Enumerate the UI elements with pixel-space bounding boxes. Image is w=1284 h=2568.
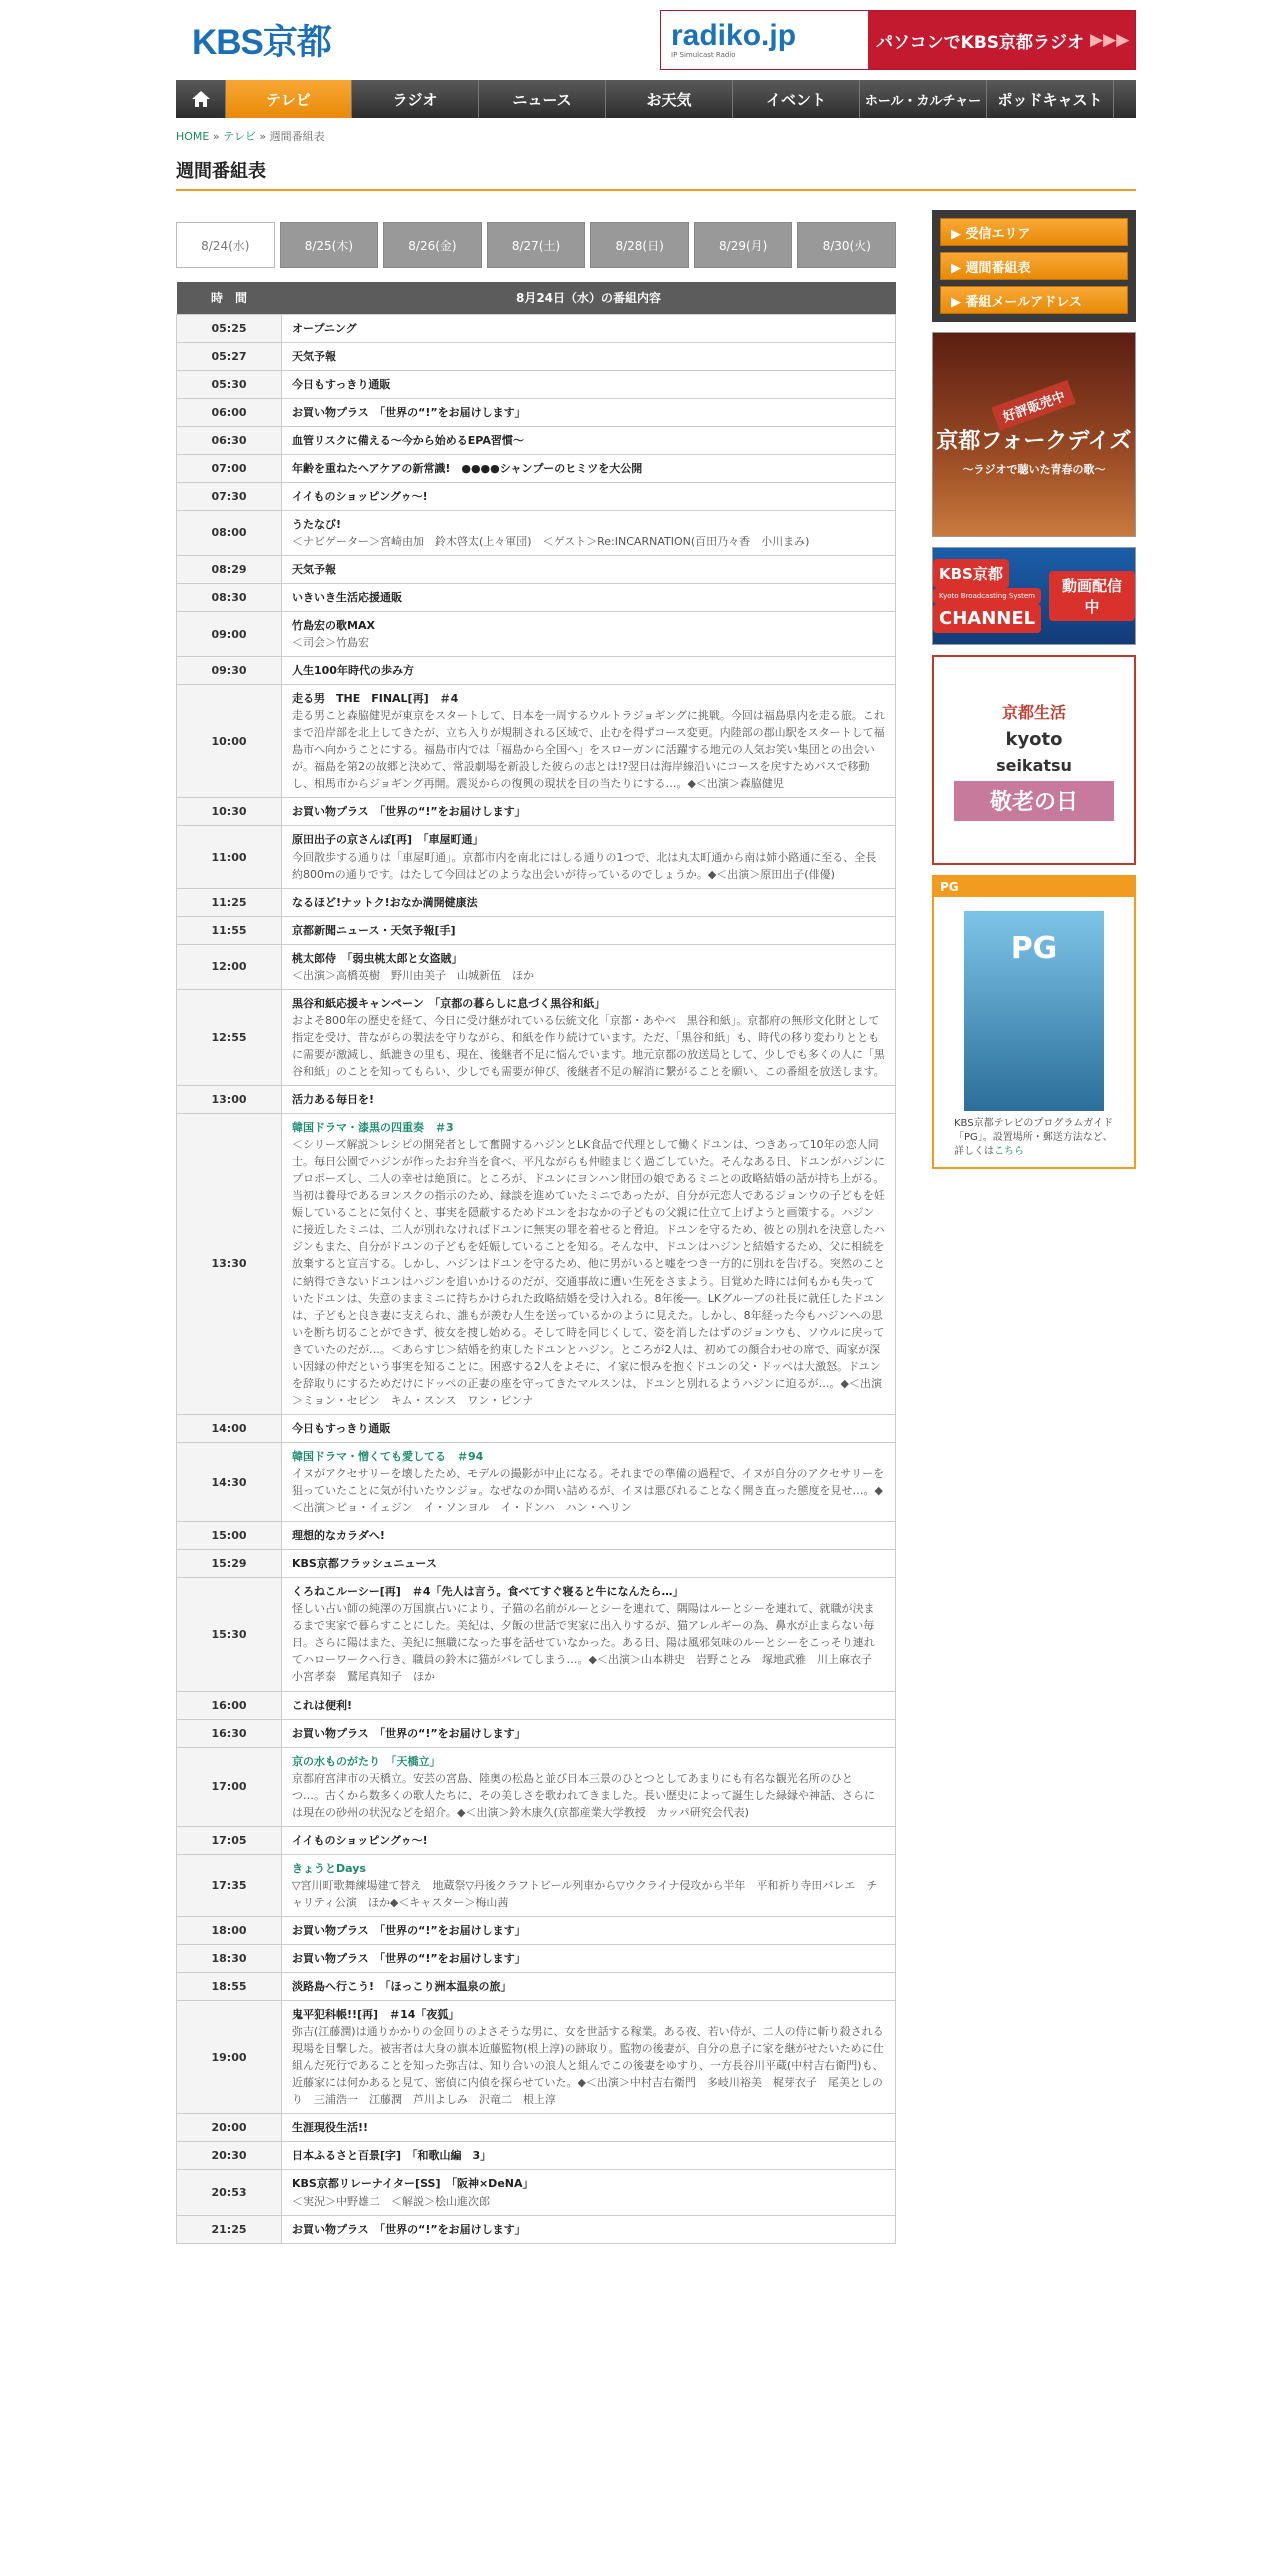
- pg-cover-image[interactable]: PG: [964, 911, 1104, 1111]
- row-time: 10:00: [177, 685, 282, 798]
- nav-item-3[interactable]: お天気: [606, 80, 733, 118]
- program-title: イイものショッピングゥ～!: [292, 1833, 428, 1847]
- row-content: [282, 314, 896, 342]
- table-row: [177, 1442, 896, 1521]
- kyoto-seikatsu-banner[interactable]: [932, 655, 1136, 865]
- pg-link[interactable]: こちら: [994, 1146, 1024, 1157]
- banner-sub: ～ラジオで聴いた青春の歌～: [962, 462, 1106, 476]
- table-row: [177, 314, 896, 342]
- row-time: 15:30: [177, 1578, 282, 1691]
- table-row: [177, 1945, 896, 1973]
- table-row: [177, 1086, 896, 1114]
- program-title: これは便利!: [292, 1698, 353, 1712]
- row-content: [282, 1550, 896, 1578]
- program-title: なるほど!ナットク!おなか満開健康法: [292, 895, 478, 909]
- row-content: [282, 685, 896, 798]
- side-menu: [932, 210, 1136, 322]
- program-title: 走る男 THE FINAL[再] ＃4: [292, 692, 459, 706]
- table-row: [177, 2114, 896, 2142]
- row-content: [282, 612, 896, 657]
- program-title: 理想的なカラダへ!: [292, 1529, 385, 1543]
- row-content: [282, 1114, 896, 1415]
- row-time: 18:30: [177, 1945, 282, 1973]
- side-button-0[interactable]: ▶ 受信エリア: [940, 218, 1128, 246]
- keirou-label: 敬老の日: [954, 781, 1114, 821]
- program-title: 今日もすっきり通販: [292, 377, 391, 391]
- row-time: 14:00: [177, 1414, 282, 1442]
- day-tab[interactable]: 8/29(月): [694, 222, 793, 268]
- row-content: [282, 1442, 896, 1521]
- day-tab[interactable]: 8/24(水): [176, 222, 275, 268]
- table-row: [177, 1747, 896, 1826]
- row-time: 08:30: [177, 583, 282, 611]
- radiko-sub: IP Simulcast Radio: [671, 51, 736, 59]
- row-content: [282, 342, 896, 370]
- schedule-table: [176, 282, 896, 2244]
- program-title: 京都新聞ニュース・天気予報[手]: [292, 923, 456, 937]
- table-row: [177, 989, 896, 1085]
- table-row: [177, 685, 896, 798]
- program-title: 原田出子の京さんぽ[再] 「車屋町通」: [292, 833, 484, 847]
- kbs-channel-banner[interactable]: [932, 547, 1136, 645]
- row-time: 06:00: [177, 398, 282, 426]
- radiko-banner[interactable]: [660, 10, 1136, 70]
- row-time: 12:00: [177, 944, 282, 989]
- table-row: [177, 1550, 896, 1578]
- row-content: [282, 1719, 896, 1747]
- seikatsu-kyoto: kyoto: [1005, 728, 1063, 750]
- program-title[interactable]: 韓国ドラマ・憎くても愛してる ＃94: [292, 1449, 484, 1463]
- table-row: [177, 826, 896, 888]
- row-content: [282, 657, 896, 685]
- program-desc: 弥吉(江藤潤)は通りかかりの金回りのよさそうな男に、女を世話する稼業。ある夜、若い侍が、二人の侍に斬り殺される現場を目撃した。被害者は大身の旗本近藤監物(根上淳)の跡取り。監物の後妻が、自分の息子に家を継がせたいために仕組んだ死行であることを知った弥吉は、知り合いの浪人と組んでこの後妻をゆすり、一方長谷川平蔵(中村吉右衛門)も、近藤家には何かあると見て、密偵に内偵を探らせていた。◆＜出演＞中村吉右衛門 多岐川裕美 梶芽衣子 尾美としのり 三浦浩一 江藤潤 芦川よしみ 沢竜二 根上淳: [292, 2025, 884, 2107]
- row-time: 05:27: [177, 342, 282, 370]
- breadcrumb-home[interactable]: HOME: [176, 130, 210, 143]
- radiko-brand: radiko.jp: [671, 19, 797, 52]
- program-title: 黒谷和紙応援キャンペーン 「京都の暮らしに息づく黒谷和紙」: [292, 996, 606, 1010]
- nav-item-1[interactable]: ラジオ: [352, 80, 479, 118]
- day-tab[interactable]: 8/30(火): [797, 222, 896, 268]
- breadcrumb-sep: »: [259, 130, 267, 143]
- table-row: [177, 555, 896, 583]
- table-row: [177, 1916, 896, 1944]
- program-title: KBS京都フラッシュニュース: [292, 1557, 437, 1571]
- program-title: 淡路島へ行こう! 「ほっこり洲本温泉の旅」: [292, 1980, 512, 1994]
- day-tab[interactable]: 8/27(土): [487, 222, 586, 268]
- program-title[interactable]: 韓国ドラマ・漆黒の四重奏 ＃3: [292, 1121, 454, 1135]
- program-title: 活力ある毎日を!: [292, 1093, 375, 1107]
- program-title: イイものショッピングゥ～!: [292, 489, 428, 503]
- program-title: お買い物プラス 「世界の“!”をお届けします」: [292, 1923, 526, 1937]
- table-row: [177, 2142, 896, 2170]
- breadcrumb-tv[interactable]: テレビ: [223, 130, 256, 143]
- row-time: 09:00: [177, 612, 282, 657]
- row-time: 06:30: [177, 426, 282, 454]
- row-content: [282, 989, 896, 1085]
- channel-logo: KBS京都: [933, 559, 1009, 588]
- day-tab[interactable]: 8/28(日): [590, 222, 689, 268]
- radiko-arrows-icon: ▶▶▶: [1090, 30, 1130, 50]
- row-time: 05:25: [177, 314, 282, 342]
- program-desc: 怪しい占い師の純澤の万国旗占いにより、子猫の名前がルーとシーを連れて、隅陽はルーとシーを連れて、就職が決まるまで実家で暮らすことにした。美紀は、夕飯の世話で実家に出入りするが、猫アレルギーの為、鼻水が止まらない毎日。さらに陽はまた、美紀に無職になった事を話せていなかった。ある日、陽は風邪気味のルーとシーをこっそり連れてハローワークへ行き、職員の鈴木に猫がバレてしまう…。◆＜出演＞山本耕史 岩野ことみ 塚地武雅 川上麻衣子 小宮孝泰 鷲尾真知子 ほか: [292, 1602, 884, 1684]
- row-content: [282, 583, 896, 611]
- table-row: [177, 612, 896, 657]
- program-desc: ＜出演＞高橋英樹 野川由美子 山城新伍 ほか: [292, 968, 534, 982]
- row-content: [282, 916, 896, 944]
- row-content: [282, 2215, 896, 2243]
- nav-item-6[interactable]: ポッドキャスト: [987, 80, 1114, 118]
- pg-box: [932, 875, 1136, 1169]
- row-content: [282, 798, 896, 826]
- program-title: お買い物プラス 「世界の“!”をお届けします」: [292, 1952, 526, 1966]
- program-title[interactable]: 京の水ものがたり 「天橋立」: [292, 1754, 441, 1768]
- table-row: [177, 454, 896, 482]
- row-content: [282, 426, 896, 454]
- program-title: 日本ふるさと百景[字] 「和歌山編 3」: [292, 2149, 492, 2163]
- program-title: 鬼平犯科帳!![再] ＃14「夜狐」: [292, 2008, 460, 2022]
- program-title[interactable]: きょうとDays: [292, 1861, 366, 1875]
- table-row: [177, 798, 896, 826]
- row-content: [282, 370, 896, 398]
- row-time: 16:00: [177, 1691, 282, 1719]
- table-row: [177, 1114, 896, 1415]
- nav-item-5[interactable]: ホール・カルチャー: [860, 80, 987, 118]
- table-row: [177, 426, 896, 454]
- row-time: 15:29: [177, 1550, 282, 1578]
- row-time: 12:55: [177, 989, 282, 1085]
- row-content: [282, 398, 896, 426]
- row-time: 17:00: [177, 1747, 282, 1826]
- row-time: 21:25: [177, 2215, 282, 2243]
- program-title: お買い物プラス 「世界の“!”をお届けします」: [292, 805, 526, 819]
- table-row: [177, 1578, 896, 1691]
- program-title: うたなび!: [292, 517, 342, 531]
- program-title: 天気予報: [292, 562, 336, 576]
- program-desc: 今回散歩する通りは「車屋町通」。京都市内を南北にはしる通りの1つで、北は丸太町通から南は姉小路通に至る、全長約800mの通りです。はたして今回はどのような出会いが待っているのでしょうか。◆＜出演＞原田出子(俳優): [292, 850, 877, 881]
- row-content: [282, 1522, 896, 1550]
- row-content: [282, 555, 896, 583]
- program-title: 血管リスクに備える～今から始めるEPA習慣～: [292, 433, 524, 447]
- program-desc: ▽宮川町歌舞練場建て替え 地蔵祭▽丹後クラフトビール列車から▽ウクライナ侵攻から半年 平和祈り寺田バレエ チャリティ公演 ほか◆＜キャスター＞梅山茜: [292, 1878, 878, 1909]
- row-content: [282, 1945, 896, 1973]
- row-content: [282, 1854, 896, 1916]
- row-time: 08:00: [177, 510, 282, 555]
- row-time: 16:30: [177, 1719, 282, 1747]
- row-content: [282, 826, 896, 888]
- program-title: KBS京都リレーナイター[SS] 「阪神×DeNA」: [292, 2177, 534, 2191]
- program-desc: 走る男こと森脇健児が東京をスタートして、日本を一周するウルトラジョギングに挑戦。今回は福島県内を走る旅。これまで沿岸部を北上してきたが、立ち入りが規制される区域で、止むを得ずコース変更。内陸部の郡山駅をスタートして福島市へ向かうことにする。福島市内では「福島から全国へ」をスローガンに活躍する地元の人気お笑い集団との出会いが。福島を第2の故郷と決めて、常設劇場を新設した彼らの志とは!?翌日は海岸線沿いにコースを戻すためバスで移動し、相馬市からジョギング再開。震災からの復興の現状を目の当たりにする…。◆＜出演＞森脇健児: [292, 709, 885, 791]
- table-row: [177, 482, 896, 510]
- table-row: [177, 2001, 896, 2114]
- row-time: 19:00: [177, 2001, 282, 2114]
- site-logo[interactable]: KBS京都: [192, 23, 331, 62]
- table-row: [177, 583, 896, 611]
- table-row: [177, 944, 896, 989]
- row-content: [282, 1916, 896, 1944]
- row-content: [282, 1826, 896, 1854]
- row-time: 18:00: [177, 1916, 282, 1944]
- row-content: [282, 2142, 896, 2170]
- table-row: [177, 1691, 896, 1719]
- table-row: [177, 657, 896, 685]
- row-time: 20:53: [177, 2170, 282, 2215]
- table-row: [177, 1719, 896, 1747]
- home-icon[interactable]: [176, 80, 226, 118]
- row-time: 18:55: [177, 1973, 282, 2001]
- row-time: 13:30: [177, 1114, 282, 1415]
- program-title: 竹島宏の歌MAX: [292, 619, 375, 633]
- row-time: 09:30: [177, 657, 282, 685]
- row-time: 05:30: [177, 370, 282, 398]
- breadcrumb: [176, 128, 325, 144]
- row-content: [282, 2170, 896, 2215]
- program-title: 桃太郎侍 「弱虫桃太郎と女盗賊」: [292, 951, 463, 965]
- row-content: [282, 1691, 896, 1719]
- row-time: 07:30: [177, 482, 282, 510]
- row-time: 11:55: [177, 916, 282, 944]
- page-title: 週間番組表: [176, 157, 1136, 191]
- program-title: お買い物プラス 「世界の“!”をお届けします」: [292, 2222, 526, 2236]
- channel-tag: 動画配信中: [1049, 571, 1135, 621]
- row-time: 08:29: [177, 555, 282, 583]
- banner-title: 京都フォークデイズ: [936, 428, 1132, 454]
- row-content: [282, 1747, 896, 1826]
- row-content: [282, 888, 896, 916]
- table-row: [177, 398, 896, 426]
- row-time: 13:00: [177, 1086, 282, 1114]
- program-desc: ＜シリーズ解説＞レシピの開発者として奮闘するハジンとLK食品で代理として働くドユンは、つきあって10年の恋人同士。毎日公園でハジンが作ったお弁当を食べ、平凡ながらも仲睦まじく過ごしていた。そんなある日、ドユンがハジンにプロポーズし、二人の幸せは絶頂に。ところが、ドユンにヨンハン財団の娘であるミニとの政略結婚の話が持ち上がる。当初は養母であるヨンスクの指示のため、縁談を進めていたミニであったが、自分が元恋人であるジョンウの子どもを妊娠していることに気付くと、事実を隠蔽するためドユンをおなかの子どもの父親に仕立て上げようと画策する。ハジンに接近したミニは、二人が別れなければドユンに無実の罪を着せると脅迫。ドユンを守るため、彼との別れを決意したハジンもまた、自分がドユンの子どもを妊娠していることを知る。そんな中、ドユンはハジンと結婚するため、父に相続を放棄すると宣言する。しかし、ハジンはドユンを守るため、他に男がいると嘘をつき一方的に別れを告げる。突然のことに納得できないドユンはハジンを追いかけるのだが、交通事故に遭い生死をさまよう。目覚めた時には何もかも失っていたドユンは、失意のままミニに持ちかけられた政略結婚を受け入れる。8年後──。LKグループの社長に就任したドユンは、子どもと良き妻に支えられ、誰もが羨む人生を送っているかのように見えた。しかし、8年経った今もハジンへの思いを断ち切ることができず、彼女を捜し始める。そして時を同じくして、姿を消したはずのジョンウも、ソウルに戻ってきていたのだが…。＜あらすじ＞結婚を約束したドユンとハジン。ところが2人は、初めての顔合わせの席で、両家が深い因縁の仲だという事実を知ることに。困惑する2人をよそに、イ家に恨みを抱くドユンの父・ドッペは大激怒。ドユンを辞取りにするためだけにドッペの正妻の座を守ってきたマルスンは、ドユンと別れるようハジンに迫るが…。◆＜出演＞ミョン・セビン キム・スンス ワン・ビンナ: [292, 1138, 886, 1407]
- program-desc: イヌがアクセサリーを壊したため、モデルの撮影が中止になる。それまでの準備の過程で、イヌが自分のアクセサリーを狙っていたことに気が付いたウンジョ。なぜなのか問い詰めるが、イヌは悪びれることなく開き直った態度を見せ…。◆＜出演＞ピョ・イェジン イ・ソンヨル イ・ドンハ ハン・ヘリン: [292, 1466, 885, 1515]
- day-tabs: [176, 222, 896, 268]
- side-button-2[interactable]: ▶ 番組メールアドレス: [940, 286, 1128, 314]
- seikatsu-word: seikatsu: [996, 755, 1072, 775]
- program-title: 人生100年時代の歩み方: [292, 664, 414, 678]
- table-row: [177, 370, 896, 398]
- row-content: [282, 2114, 896, 2142]
- row-content: [282, 944, 896, 989]
- program-title: 生涯現役生活!!: [292, 2121, 369, 2135]
- row-content: [282, 454, 896, 482]
- row-time: 17:35: [177, 1854, 282, 1916]
- program-title: オープニング: [292, 321, 357, 335]
- program-title: 今日もすっきり通販: [292, 1421, 391, 1435]
- day-tab[interactable]: 8/26(金): [383, 222, 482, 268]
- nav-item-4[interactable]: イベント: [733, 80, 860, 118]
- program-desc: およそ800年の歴史を経て、今日に受け継がれている伝統文化「京都・あやべ 黒谷和紙」。京都府の無形文化財として指定を受け、昔ながらの製法を守りながら、和紙を作り続けています。ただ、「黒谷和紙」も、時代の移り変わりとともに需要が激減し、紙漉きの里も、現在、後継者不足に悩んでいます。地元京都の放送局として、少しでも多くの人に「黒谷和紙」のことを知ってもらい、少しでも需要が伸び、後継者不足の解消に繋がることを願い、この番組を放送します。: [292, 1013, 885, 1078]
- pg-head: PG: [934, 877, 1134, 897]
- table-row: [177, 916, 896, 944]
- breadcrumb-sep: »: [212, 130, 220, 143]
- row-content: [282, 482, 896, 510]
- table-row: [177, 2215, 896, 2243]
- row-time: 07:00: [177, 454, 282, 482]
- program-title: お買い物プラス 「世界の“!”をお届けします」: [292, 1726, 526, 1740]
- nav-item-2[interactable]: ニュース: [479, 80, 606, 118]
- program-title: いきいき生活応援通販: [292, 590, 402, 604]
- row-time: 20:00: [177, 2114, 282, 2142]
- program-title: お買い物プラス 「世界の“!”をお届けします」: [292, 405, 526, 419]
- row-content: [282, 1414, 896, 1442]
- col-content-header: 8月24日（水）の番組内容: [282, 282, 896, 314]
- row-time: 11:25: [177, 888, 282, 916]
- global-nav: [176, 80, 1136, 118]
- table-row: [177, 510, 896, 555]
- row-time: 10:30: [177, 798, 282, 826]
- channel-word: CHANNEL: [933, 604, 1041, 633]
- table-row: [177, 1973, 896, 2001]
- program-desc: ＜司会＞竹島宏: [292, 636, 369, 650]
- table-row: [177, 1414, 896, 1442]
- row-content: [282, 1086, 896, 1114]
- table-row: [177, 888, 896, 916]
- table-row: [177, 342, 896, 370]
- program-desc: 京都府宮津市の天橋立。安芸の宮島、陸奥の松島と並び日本三景のひとつとしてあまりにも有名な観光名所のひとつ…。古くから数多くの歌人たちに、その美しさを歌われてきました。長い歴史によって誕生した緑縁や神話、さらには現在の砂州の状況などを紹介。◆＜出演＞鈴木康久(京都産業大学教授 カッパ研究会代表): [292, 1771, 875, 1819]
- row-time: 17:05: [177, 1826, 282, 1854]
- row-content: [282, 2001, 896, 2114]
- col-time-header: 時 間: [177, 282, 282, 314]
- program-desc: ＜実況＞中野雄二 ＜解説＞桧山進次郎: [292, 2194, 490, 2208]
- row-content: [282, 1973, 896, 2001]
- table-row: [177, 1854, 896, 1916]
- row-content: [282, 510, 896, 555]
- folk-days-banner[interactable]: [932, 332, 1136, 537]
- row-time: 20:30: [177, 2142, 282, 2170]
- nav-item-0[interactable]: テレビ: [226, 80, 352, 118]
- row-time: 15:00: [177, 1522, 282, 1550]
- row-content: [282, 1578, 896, 1691]
- program-title: 天気予報: [292, 349, 336, 363]
- program-title: 年齢を重ねたヘアケアの新常識! ●●●●シャンプーのヒミツを大公開: [292, 461, 643, 475]
- table-row: [177, 1826, 896, 1854]
- table-row: [177, 2170, 896, 2215]
- day-tab[interactable]: 8/25(木): [280, 222, 379, 268]
- side-button-1[interactable]: ▶ 週間番組表: [940, 252, 1128, 280]
- seikatsu-title: 京都生活: [1001, 702, 1066, 722]
- table-row: [177, 1522, 896, 1550]
- pg-text: KBS京都テレビのプログラムガイド「PG」。設置場所・郵送方法など、詳しくはこちら: [954, 1118, 1113, 1157]
- banner-badge: 好評販売中: [992, 379, 1077, 430]
- channel-sub: Kyoto Broadcasting System: [933, 588, 1041, 604]
- program-desc: ＜ナビゲーター＞宮崎由加 鈴木啓太(上々軍団) ＜ゲスト＞Re:INCARNATION(百田乃々香 小川まみ): [292, 534, 810, 548]
- breadcrumb-current: 週間番組表: [269, 130, 325, 143]
- sidebar: [932, 210, 1136, 1169]
- radiko-text: パソコンでKBS京都ラジオ: [876, 32, 1085, 53]
- row-time: 14:30: [177, 1442, 282, 1521]
- program-title: くろねこルーシー[再] ＃4「先人は言う。食べてすぐ寝ると牛になんたら…」: [292, 1585, 684, 1599]
- row-time: 11:00: [177, 826, 282, 888]
